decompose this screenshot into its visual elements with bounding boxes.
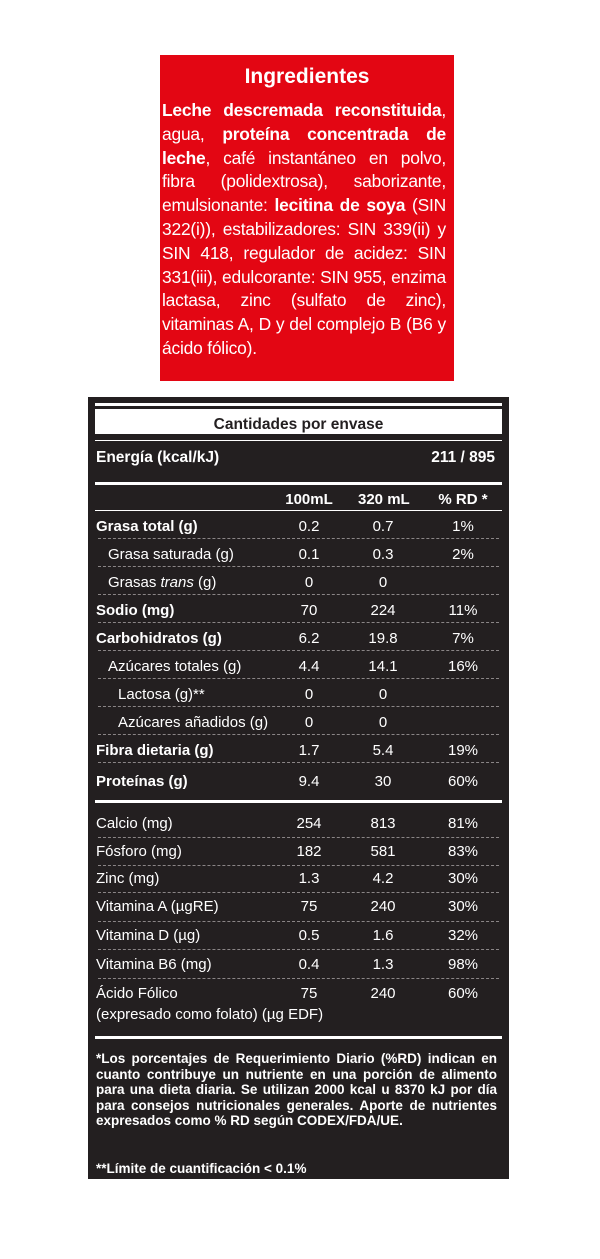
row-divider — [98, 678, 499, 679]
label-part: Grasas — [108, 574, 161, 591]
nutrition-panel — [88, 397, 509, 1179]
row-value-320ml: 0 — [378, 574, 388, 591]
ingredient-milk: Leche descremada reconstituida — [162, 100, 442, 120]
row-divider — [98, 650, 499, 651]
row-label-sub: (expresado como folato) (µg EDF) — [96, 1006, 324, 1023]
row-value-rd: 83% — [447, 843, 479, 860]
row-value-320ml: 19.8 — [368, 630, 398, 647]
row-divider — [98, 837, 499, 838]
row-value-320ml: 0 — [378, 686, 388, 703]
row-value-100ml: 0 — [304, 574, 314, 591]
row-value-100ml: 6.2 — [298, 630, 320, 647]
row-value-320ml: 1.3 — [372, 956, 394, 973]
rule-energy-bottom — [95, 482, 502, 485]
row-value-100ml: 254 — [296, 815, 322, 832]
row-divider — [98, 921, 499, 922]
row-divider — [98, 622, 499, 623]
row-value-320ml: 581 — [370, 843, 396, 860]
row-value-rd: 81% — [447, 815, 479, 832]
row-divider — [98, 949, 499, 950]
row-value-rd: 19% — [447, 742, 479, 759]
row-value-rd: 60% — [447, 985, 479, 1002]
nutrition-title: Cantidades por envase — [213, 416, 384, 433]
row-value-rd: 30% — [447, 898, 479, 915]
label-part: (g) — [193, 574, 217, 591]
row-value-100ml: 75 — [300, 985, 318, 1002]
header-320ml: 320 mL — [358, 491, 410, 508]
row-value-100ml: 0 — [304, 714, 314, 731]
header-rd: % RD * — [438, 491, 488, 508]
row-label: Fósforo (mg) — [96, 843, 182, 860]
row-value-320ml: 1.6 — [372, 927, 394, 944]
row-value-rd: 60% — [447, 773, 479, 790]
row-value-320ml: 5.4 — [372, 742, 394, 759]
rule-macros-bottom — [95, 800, 502, 803]
row-value-100ml: 0.4 — [298, 956, 320, 973]
row-value-320ml: 0.7 — [372, 518, 394, 535]
row-label: Proteínas (g) — [96, 773, 188, 790]
row-value-100ml: 0 — [304, 686, 314, 703]
row-label: Carbohidratos (g) — [96, 630, 222, 647]
row-divider — [98, 538, 499, 539]
row-label: Vitamina A (µgRE) — [96, 898, 219, 915]
row-value-320ml: 240 — [370, 985, 396, 1002]
row-label: Azúcares añadidos (g) — [118, 714, 269, 731]
row-value-rd: 2% — [452, 546, 474, 563]
ingredient-text-2: , café instantáneo en polvo, fibra (polidextrosa), saborizante, emulsionante: — [162, 147, 446, 216]
ingredients-panel — [160, 55, 454, 381]
row-value-320ml: 240 — [370, 898, 396, 915]
row-label: Vitamina B6 (mg) — [96, 956, 212, 973]
row-divider — [98, 566, 499, 567]
row-value-rd: 11% — [448, 602, 478, 619]
row-divider — [98, 734, 499, 735]
row-value-320ml: 0.3 — [372, 546, 394, 563]
row-label: Lactosa (g)** — [118, 686, 205, 703]
row-value-320ml: 14.1 — [368, 658, 398, 675]
row-divider — [98, 594, 499, 595]
row-value-100ml: 70 — [300, 602, 318, 619]
ingredient-soy-lecithin: lecitina de soya — [274, 195, 406, 216]
row-label: Azúcares totales (g) — [108, 658, 242, 675]
row-divider — [98, 978, 499, 979]
row-value-100ml: 75 — [300, 898, 318, 915]
rule-footnote-top — [95, 1036, 502, 1039]
row-divider — [98, 762, 499, 763]
row-label: Ácido Fólico — [96, 985, 178, 1002]
top-rule — [95, 403, 502, 406]
row-value-320ml: 813 — [370, 815, 396, 832]
row-value-rd: 98% — [447, 956, 479, 973]
row-label — [96, 574, 216, 591]
row-label: Grasa saturada (g) — [108, 546, 234, 563]
row-value-rd: 7% — [452, 630, 474, 647]
energy-value: 211 / 895 — [431, 449, 495, 466]
row-value-320ml: 0 — [378, 714, 388, 731]
row-label: Grasa total (g) — [96, 518, 198, 535]
row-label: Calcio (mg) — [96, 815, 173, 832]
row-label: Sodio (mg) — [96, 602, 175, 619]
row-value-320ml: 4.2 — [372, 870, 394, 887]
footnote-limit: **Límite de cuantificación < 0.1% — [96, 1161, 307, 1176]
row-value-100ml: 9.4 — [298, 773, 320, 790]
row-value-rd: 32% — [447, 927, 479, 944]
row-value-100ml: 0.5 — [298, 927, 320, 944]
row-divider — [98, 892, 499, 893]
row-value-100ml: 0.2 — [298, 518, 320, 535]
row-label: Zinc (mg) — [96, 870, 160, 887]
header-100ml: 100mL — [285, 491, 333, 508]
row-value-rd: 30% — [447, 870, 479, 887]
row-value-rd: 16% — [447, 658, 479, 675]
ingredient-text-3: (SIN 322(i)), estabilizadores: SIN 339(ii) y SIN 418, regulador de acidez: SIN 331(iii), edulcorante: SIN 955, enzima lactasa, zinc (sulfato de zinc), vitaminas A, D y del complejo B (B6 y ácido fólico). — [162, 195, 446, 358]
label-trans: trans — [160, 574, 194, 591]
row-value-320ml: 30 — [374, 773, 392, 790]
row-divider — [98, 706, 499, 707]
row-value-100ml: 4.4 — [298, 658, 320, 675]
energy-row — [96, 449, 495, 471]
row-value-100ml: 1.7 — [298, 742, 320, 759]
row-label: Vitamina D (µg) — [96, 927, 201, 944]
row-label: Fibra dietaria (g) — [96, 742, 214, 759]
ingredients-title: Ingredientes — [244, 65, 370, 88]
rule-energy-top — [95, 440, 502, 441]
ingredient-protein: proteína concentrada de leche — [162, 123, 446, 168]
row-value-320ml: 224 — [370, 602, 396, 619]
rule-header — [95, 510, 502, 511]
row-value-100ml: 182 — [296, 843, 322, 860]
row-value-100ml: 0.1 — [298, 546, 320, 563]
row-divider — [98, 865, 499, 866]
ingredients-text — [162, 99, 446, 361]
footnote-rd: *Los porcentajes de Requerimiento Diario (%RD) indican en cuanto contribuye un nutriente en una porción de alimento para una dieta diaria. Se utilizan 2000 kcal u 8370 kJ por día para consejos nutricionales generales. Aporte de nutrientes expresados como % RD según CODEX/FDA/UE. — [96, 1051, 497, 1129]
row-value-rd: 1% — [452, 518, 474, 535]
ingredient-text-1: , agua, — [162, 100, 446, 144]
energy-label: Energía (kcal/kJ) — [96, 449, 220, 466]
row-value-100ml: 1.3 — [298, 870, 320, 887]
